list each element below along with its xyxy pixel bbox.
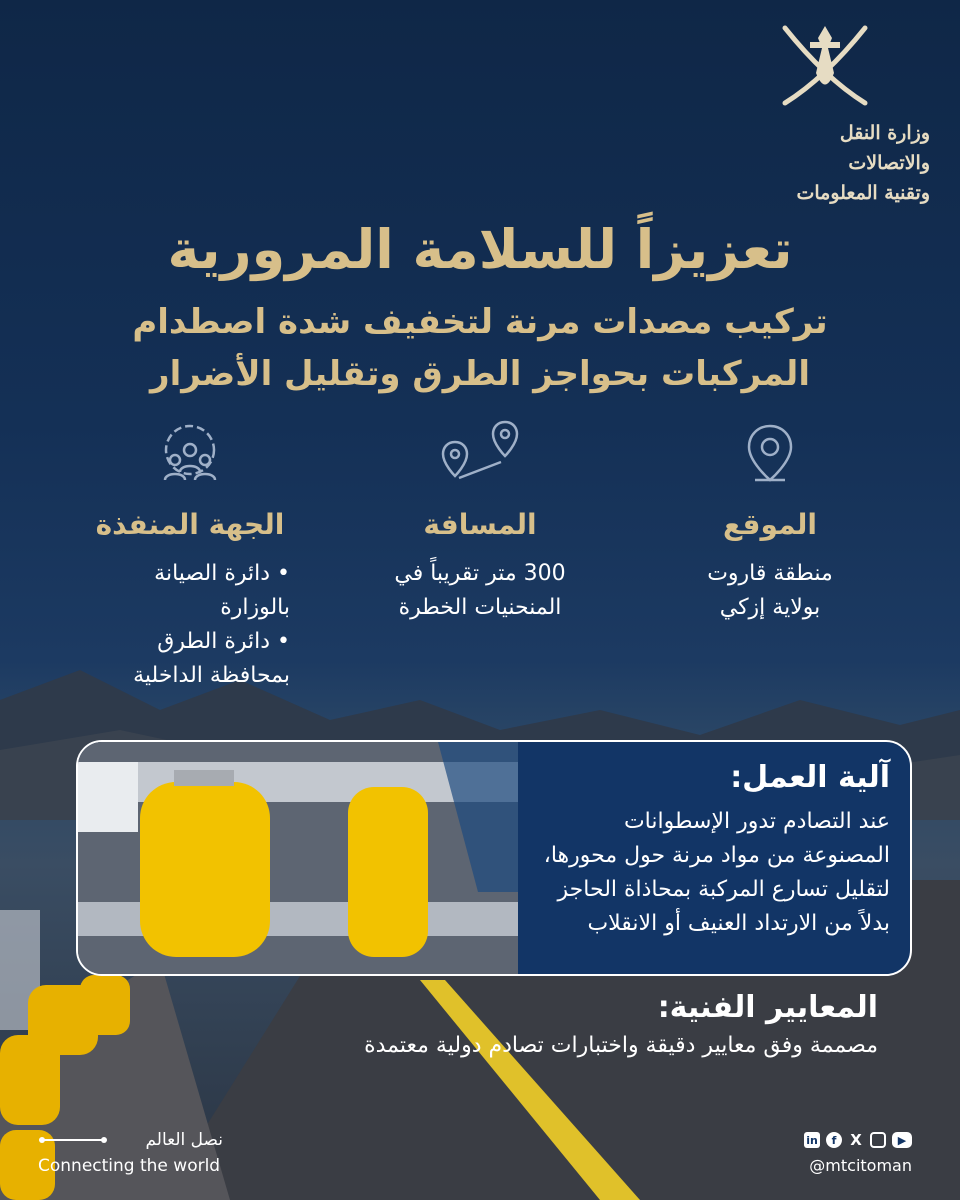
slogan — [38, 1130, 223, 1176]
implementer-item-2-line2: بمحافظة الداخلية — [133, 663, 290, 688]
location-heading: الموقع — [723, 508, 817, 541]
social-handle[interactable]: @mtcitoman — [809, 1156, 912, 1175]
social-icons — [804, 1132, 912, 1148]
distance-column — [340, 420, 620, 625]
instagram-icon[interactable] — [870, 1132, 886, 1148]
slogan-arabic: نصل العالم — [145, 1130, 223, 1150]
standards-heading: المعايير الفنية: — [657, 990, 878, 1025]
location-line2: بولاية إزكي — [719, 595, 821, 620]
slogan-english: Connecting the world — [38, 1156, 221, 1176]
team-gear-icon — [155, 420, 225, 490]
route-distance-icon — [435, 420, 525, 490]
mechanism-line4: بدلاً من الارتداد العنيف أو الانقلاب — [587, 911, 890, 936]
location-text — [630, 557, 910, 625]
youtube-icon[interactable]: ▶ — [892, 1132, 912, 1148]
implementer-item-2-line1: دائرة الطرق — [157, 629, 271, 654]
distance-line2: المنحنيات الخطرة — [398, 595, 562, 620]
ministry-name-line2: وتقنية المعلومات — [796, 182, 930, 204]
implementer-list — [50, 557, 330, 693]
page-subtitle — [60, 296, 900, 400]
slogan-line-icon — [38, 1136, 108, 1144]
subtitle-line2: المركبات بحواجز الطرق وتقليل الأضرار — [150, 354, 810, 394]
ministry-name — [755, 118, 930, 208]
page-title: تعزيزاً للسلامة المرورية — [167, 218, 793, 281]
location-column — [630, 420, 910, 625]
ministry-name-line1: وزارة النقل والاتصالات — [839, 122, 930, 174]
standards-text: مصممة وفق معايير دقيقة واختبارات تصادم دولية معتمدة — [364, 1033, 878, 1058]
linkedin-icon[interactable]: in — [804, 1132, 820, 1148]
mechanism-heading: آلية العمل: — [730, 760, 890, 795]
subtitle-line1: تركيب مصدات مرنة لتخفيف شدة اصطدام — [132, 302, 828, 342]
mechanism-text — [370, 760, 890, 941]
implementer-heading: الجهة المنفذة — [95, 508, 285, 541]
x-icon[interactable]: X — [850, 1131, 862, 1149]
implementer-item-2 — [50, 625, 290, 693]
social-links — [804, 1132, 912, 1175]
location-line1: منطقة قاروت — [707, 561, 833, 586]
map-pin-icon — [735, 420, 805, 490]
mechanism-line1: عند التصادم تدور الإسطوانات — [623, 809, 890, 834]
implementer-item-1-line1: دائرة الصيانة — [154, 561, 271, 586]
oman-emblem-icon — [770, 18, 880, 113]
mechanism-line3: لتقليل تسارع المركبة بمحاذاة الحاجز — [557, 877, 890, 902]
implementer-column — [50, 420, 330, 693]
distance-heading: المسافة — [423, 508, 537, 541]
implementer-item-1-line2: بالوزارة — [220, 595, 290, 620]
ministry-logo — [760, 18, 930, 204]
distance-line1: 300 متر تقريباً في — [394, 561, 566, 586]
mechanism-box — [76, 740, 912, 976]
distance-text — [340, 557, 620, 625]
mechanism-body — [370, 805, 890, 941]
technical-standards — [178, 990, 878, 1058]
implementer-item-1 — [50, 557, 290, 625]
facebook-icon[interactable]: f — [826, 1132, 842, 1148]
mechanism-line2: المصنوعة من مواد مرنة حول محورها، — [543, 843, 890, 868]
